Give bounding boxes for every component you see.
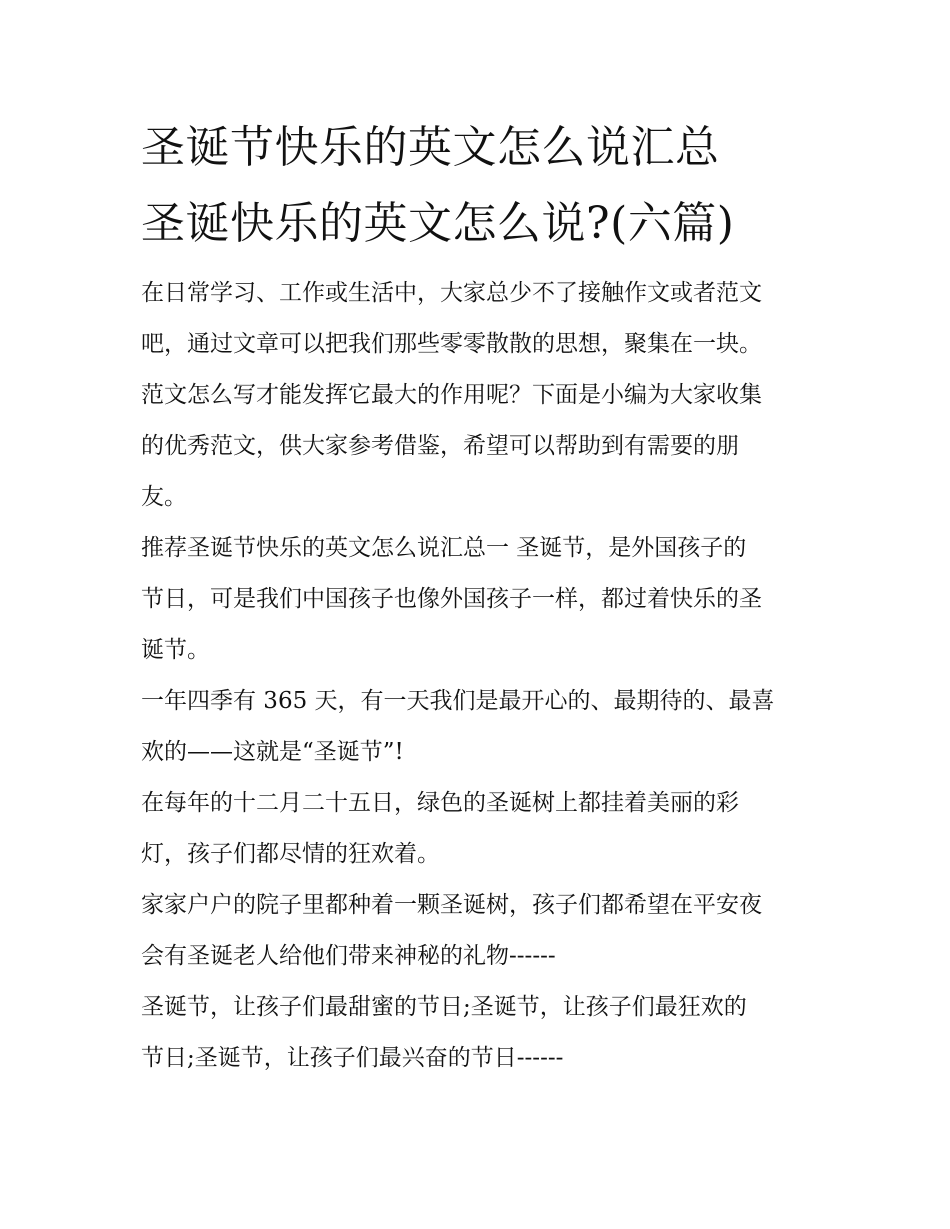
text-line: 灯，孩子们都尽情的狂欢着。	[141, 841, 440, 867]
text-line: 节日;圣诞节，让孩子们最兴奋的节日------	[141, 1045, 564, 1071]
title-line: 圣诞节快乐的英文怎么说汇总	[141, 122, 720, 173]
text-line: 推荐圣诞节快乐的英文怎么说汇总一 圣诞节，是外国孩子的	[141, 535, 747, 561]
text-line: 一年四季有 365 天，有一天我们是最开心的、最期待的、最喜	[141, 688, 775, 714]
paragraph-christmas-tree	[141, 880, 816, 982]
text-line: 节日，可是我们中国孩子也像外国孩子一样，都过着快乐的圣	[141, 586, 762, 612]
text-line: 范文怎么写才能发挥它最大的作用呢？下面是小编为大家收集	[141, 382, 762, 408]
document-body	[141, 110, 816, 1084]
text-line: 诞节。	[141, 637, 210, 663]
text-line: 吧，通过文章可以把我们那些零零散散的思想，聚集在一块。	[141, 331, 762, 357]
paragraph-december	[141, 778, 816, 880]
text-line: 圣诞节，让孩子们最甜蜜的节日;圣诞节，让孩子们最狂欢的	[141, 994, 747, 1020]
paragraph-festival	[141, 982, 816, 1084]
text-line: 友。	[141, 484, 187, 510]
title-line: 圣诞快乐的英文怎么说?(六篇)	[141, 198, 735, 249]
text-line: 在每年的十二月二十五日，绿色的圣诞树上都挂着美丽的彩	[141, 790, 739, 816]
document-title	[141, 110, 816, 262]
text-line: 会有圣诞老人给他们带来神秘的礼物------	[141, 943, 556, 969]
paragraph-intro	[141, 268, 816, 523]
text-line: 欢的——这就是“圣诞节”!	[141, 739, 404, 765]
paragraph-recommend	[141, 523, 816, 676]
text-line: 家家户户的院子里都种着一颗圣诞树，孩子们都希望在平安夜	[141, 892, 762, 918]
text-line: 在日常学习、工作或生活中，大家总少不了接触作文或者范文	[141, 280, 762, 306]
paragraph-365-days	[141, 676, 816, 778]
text-line: 的优秀范文，供大家参考借鉴，希望可以帮助到有需要的朋	[141, 433, 739, 459]
